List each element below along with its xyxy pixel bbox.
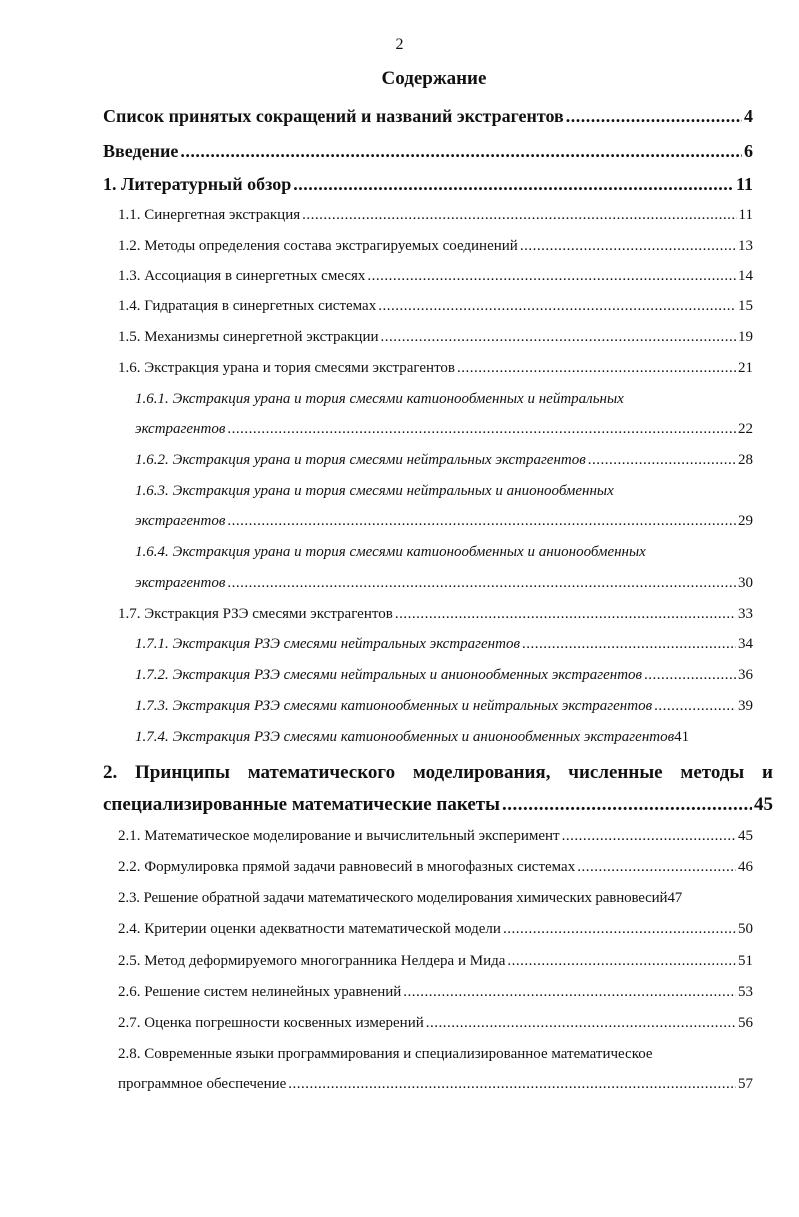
toc-entry-2-7[interactable]	[118, 1015, 753, 1032]
dot-leader	[562, 828, 736, 845]
toc-page-number: 29	[738, 513, 753, 529]
toc-page-number: 36	[738, 667, 753, 683]
dot-leader	[588, 452, 736, 469]
toc-entry-2-2[interactable]	[118, 859, 753, 876]
dot-leader	[457, 360, 736, 377]
toc-page-number: 34	[738, 636, 753, 652]
toc-title: Содержание	[381, 68, 487, 89]
toc-page-number: 47	[667, 890, 683, 906]
toc-entry-2-6[interactable]	[118, 984, 753, 1001]
toc-entry-abbreviations[interactable]	[103, 106, 753, 127]
heading-word: Принципы	[135, 762, 230, 783]
toc-entry-1-6-2[interactable]	[135, 452, 753, 469]
toc-entry-text: 1.1. Синергетная экстракция	[118, 207, 301, 223]
toc-entry-introduction[interactable]	[103, 141, 753, 162]
toc-entry-1-6-3[interactable]	[135, 513, 753, 530]
toc-page-number: 19	[738, 329, 753, 345]
toc-entry-text: 1.5. Механизмы синергетной экстракции	[118, 329, 379, 345]
toc-entry-chapter-1[interactable]	[103, 174, 753, 195]
toc-entry-chapter-2[interactable]	[103, 794, 773, 816]
toc-page-number: 11	[735, 174, 753, 194]
toc-entry-text: 1.7.1. Экстракция РЗЭ смесями нейтральных экстрагентов	[135, 636, 520, 652]
toc-entry-1-7-2[interactable]	[135, 667, 753, 684]
dot-leader	[654, 698, 736, 715]
toc-page-number: 50	[738, 921, 753, 937]
toc-entry-1-6-3-line1[interactable]: 1.6.3. Экстракция урана и тория смесями нейтральных и анионообменных	[135, 483, 614, 499]
toc-entry-text: 1.7.3. Экстракция РЗЭ смесями катионообменных и нейтральных экстрагентов	[135, 698, 653, 714]
dot-leader	[367, 268, 736, 285]
toc-entry-1-7[interactable]	[118, 606, 753, 623]
toc-entry-text: 1.6.2. Экстракция урана и тория смесями нейтральных экстрагентов	[135, 452, 586, 468]
dot-leader	[502, 794, 752, 816]
toc-page-number: 14	[738, 268, 753, 284]
toc-page-number: 46	[738, 859, 753, 875]
toc-page-number: 21	[738, 360, 753, 376]
toc-entry-text: Список принятых сокращений и названий экстрагентов	[103, 106, 564, 126]
toc-page-number: 15	[738, 298, 753, 314]
heading-word: численные	[568, 762, 663, 783]
toc-entry-text: 2.6. Решение систем нелинейных уравнений	[118, 984, 402, 1000]
toc-entry-1-6-1-line1[interactable]: 1.6.1. Экстракция урана и тория смесями катионообменных и нейтральных	[135, 391, 624, 407]
toc-entry-text: 2.7. Оценка погрешности косвенных измерений	[118, 1015, 424, 1031]
dot-leader	[566, 106, 742, 127]
toc-entry-2-8-line1[interactable]: 2.8. Современные языки программирования и специализированное математическое	[118, 1046, 653, 1062]
toc-entry-1-5[interactable]	[118, 329, 753, 346]
toc-page-number: 51	[738, 953, 753, 969]
toc-page-number: 4	[744, 106, 753, 126]
toc-entry-1-6-1[interactable]	[135, 421, 753, 438]
dot-leader	[227, 421, 736, 438]
toc-entry-1-1[interactable]	[118, 207, 753, 224]
toc-entry-1-6-4-line1[interactable]: 1.6.4. Экстракция урана и тория смесями катионообменных и анионообменных	[135, 544, 646, 560]
toc-entry-text: 1.3. Ассоциация в синергетных смесях	[118, 268, 366, 284]
heading-word: моделирования,	[412, 762, 551, 783]
toc-page-number: 30	[738, 575, 753, 591]
toc-entry-text: 2.4. Критерии оценки адекватности математической модели	[118, 921, 501, 937]
toc-entry-text: экстрагентов	[135, 575, 226, 591]
dot-leader	[503, 921, 736, 938]
dot-leader	[522, 636, 736, 653]
toc-page-number: 57	[738, 1076, 753, 1092]
toc-entry-text: 2.3. Решение обратной задачи математического моделирования химических равновесий	[118, 890, 668, 906]
toc-entry-1-7-3[interactable]	[135, 698, 753, 715]
toc-entry-text: экстрагентов	[135, 421, 226, 437]
toc-entry-1-7-4[interactable]	[135, 729, 753, 746]
heading-word: 2.	[103, 762, 118, 783]
toc-entry-text: Введение	[103, 141, 179, 161]
heading-word: методы	[680, 762, 745, 783]
toc-entry-text: специализированные математические пакеты	[103, 794, 500, 815]
toc-entry-text: 1.4. Гидратация в синергетных системах	[118, 298, 377, 314]
toc-entry-text: 2.1. Математическое моделирование и вычислительный эксперимент	[118, 828, 560, 844]
toc-page-number: 45	[754, 794, 773, 815]
toc-entry-1-6[interactable]	[118, 360, 753, 377]
dot-leader	[644, 667, 736, 684]
toc-entry-text: 1.7.2. Экстракция РЗЭ смесями нейтральных и анионообменных экстрагентов	[135, 667, 643, 683]
dot-leader	[507, 953, 736, 970]
toc-entry-text: 2.5. Метод деформируемого многогранника Нелдера и Мида	[118, 953, 506, 969]
toc-page-number: 45	[738, 828, 753, 844]
dot-leader	[227, 575, 736, 592]
toc-page-number: 39	[738, 698, 753, 714]
toc-entry-chapter-2-line1[interactable]	[103, 762, 773, 784]
dot-leader	[227, 513, 736, 530]
page-number: 2	[395, 36, 404, 53]
toc-entry-text: 1.2. Методы определения состава экстрагируемых соединений	[118, 238, 518, 254]
toc-entry-text: 2.2. Формулировка прямой задачи равновесий в многофазных системах	[118, 859, 576, 875]
toc-entry-text: 1.6. Экстракция урана и тория смесями экстрагентов	[118, 360, 456, 376]
dot-leader	[403, 984, 736, 1001]
toc-entry-2-8[interactable]	[118, 1076, 753, 1093]
toc-entry-text: 1.7. Экстракция РЗЭ смесями экстрагентов	[118, 606, 393, 622]
toc-page-number: 13	[738, 238, 753, 254]
dot-leader	[378, 298, 736, 315]
toc-entry-2-3[interactable]	[118, 890, 764, 907]
toc-page-number: 53	[738, 984, 753, 1000]
toc-entry-1-4[interactable]	[118, 298, 753, 315]
dot-leader	[293, 174, 734, 195]
dot-leader	[395, 606, 736, 623]
toc-entry-text: 1.7.4. Экстракция РЗЭ смесями катионообменных и анионообменных экстрагентов	[135, 729, 675, 745]
toc-page-number: 33	[738, 606, 753, 622]
toc-entry-text: 1. Литературный обзор	[103, 174, 292, 194]
dot-leader	[288, 1076, 736, 1093]
toc-page-number: 28	[738, 452, 753, 468]
toc-page-number: 11	[738, 207, 753, 223]
toc-entry-text: экстрагентов	[135, 513, 226, 529]
toc-page-number: 6	[744, 141, 753, 161]
toc-entry-1-7-1[interactable]	[135, 636, 753, 653]
toc-page-number: 41	[674, 729, 690, 745]
dot-leader	[426, 1015, 736, 1032]
toc-entry-2-1[interactable]	[118, 828, 753, 845]
toc-page-number: 56	[738, 1015, 753, 1031]
toc-entry-1-2[interactable]	[118, 238, 753, 255]
dot-leader	[577, 859, 736, 876]
toc-entry-2-4[interactable]	[118, 921, 753, 938]
heading-word: и	[762, 762, 773, 783]
toc-entry-text: программное обеспечение	[118, 1076, 287, 1092]
toc-entry-2-5[interactable]	[118, 953, 753, 970]
toc-entry-1-3[interactable]	[118, 268, 753, 285]
toc-entry-1-6-4[interactable]	[135, 575, 753, 592]
dot-leader	[520, 238, 736, 255]
toc-page-number: 22	[738, 421, 753, 437]
dot-leader	[381, 329, 736, 346]
dot-leader	[302, 207, 736, 224]
heading-word: математического	[247, 762, 396, 783]
dot-leader	[180, 141, 742, 162]
